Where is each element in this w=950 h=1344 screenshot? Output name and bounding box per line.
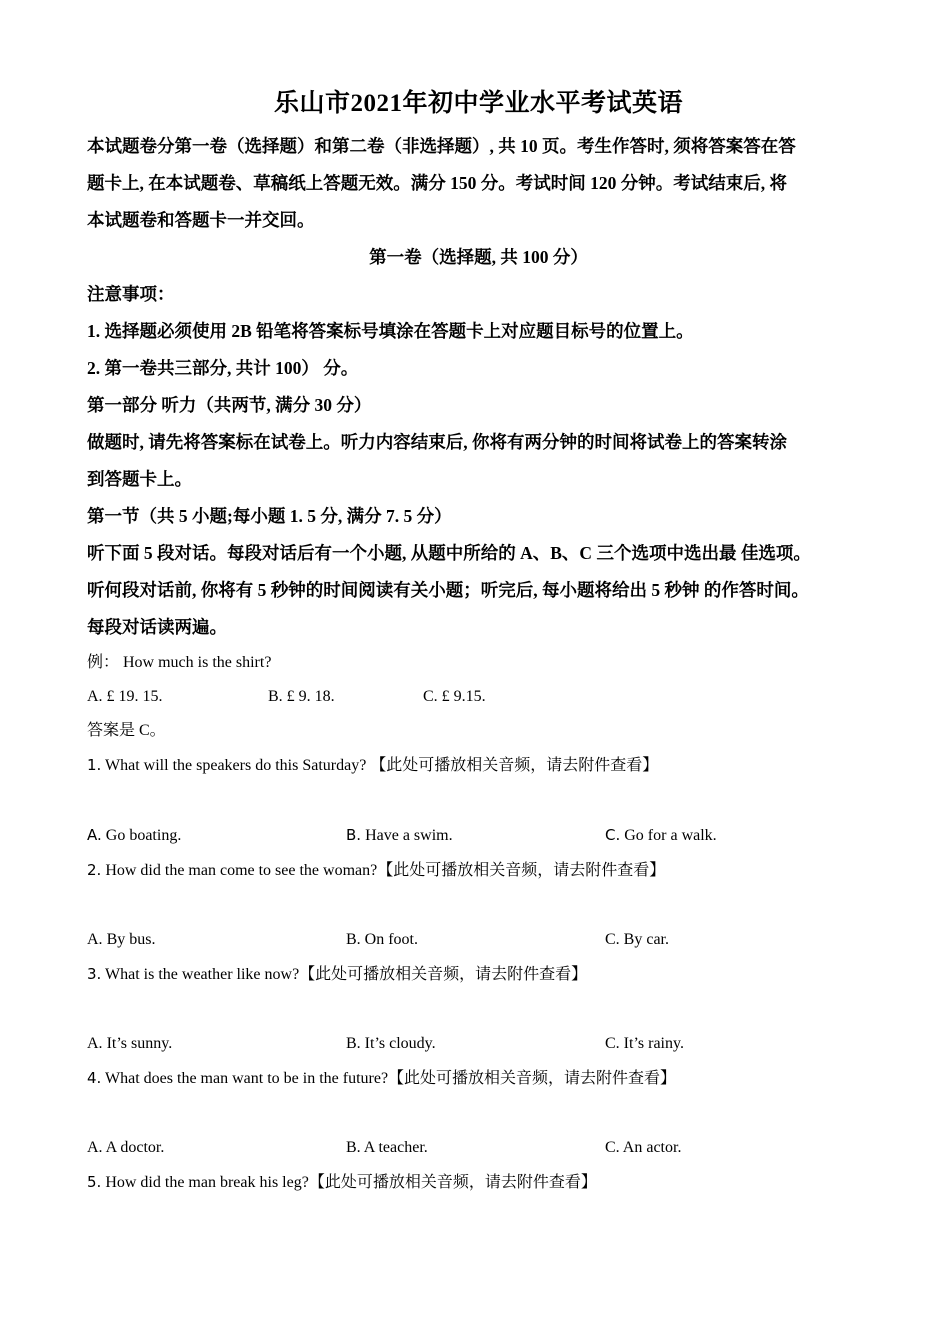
section1-instruction: 每段对话读两遍。 (87, 617, 227, 637)
question-text: What does the man want to be in the future? (101, 1070, 389, 1087)
part1-heading: 第一部分 听力（共两节, 满分 30 分） (87, 395, 372, 415)
option-b[interactable]: B. It’s cloudy. (346, 1035, 436, 1052)
example-option-b: B. £ 9. 18. (268, 688, 335, 705)
question-options (87, 1131, 870, 1165)
option-c[interactable]: C. Go for a walk. (605, 826, 717, 844)
question-number: 3. (87, 965, 102, 983)
page-title: 乐山市2021年初中学业水平考试英语 (273, 90, 683, 117)
section1-instruction: 听下面 5 段对话。每段对话后有一个小题, 从题中所给的 A、B、C 三个选项中选出最 佳选项。 (87, 543, 811, 563)
option-c[interactable]: C. By car. (605, 931, 669, 948)
question-text: How did the man come to see the woman? (101, 862, 378, 879)
part1-instruction: 到答题卡上。 (87, 469, 192, 489)
intro-paragraph (87, 128, 870, 239)
audio-note[interactable]: 【此处可播放相关音频，请去附件查看】 (377, 862, 666, 879)
part1-instruction: 做题时, 请先将答案标在试卷上。听力内容结束后, 你将有两分钟的时间将试卷上的答案转涂 (87, 432, 787, 452)
intro-line: 本试题卷分第一卷（选择题）和第二卷（非选择题）, 共 10 页。考生作答时, 须将答案答在答 (87, 136, 796, 156)
question-number: 1. (87, 756, 102, 774)
option-b[interactable]: B. A teacher. (346, 1139, 428, 1156)
question-3 (87, 957, 870, 1061)
notes-item: 2. 第一卷共三部分, 共计 100） 分。 (87, 358, 359, 378)
question-number: 5. (87, 1173, 102, 1191)
section1-heading: 第一节（共 5 小题;每小题 1. 5 分, 满分 7. 5 分） (87, 506, 452, 526)
question-stem (87, 1061, 870, 1096)
option-a[interactable]: A. It’s sunny. (87, 1035, 173, 1052)
question-number: 4. (87, 1069, 102, 1087)
notes-heading: 注意事项： (87, 284, 175, 304)
notes-section (87, 276, 870, 387)
example-block (87, 646, 870, 748)
question-stem (87, 853, 870, 888)
option-a[interactable]: A. By bus. (87, 931, 156, 948)
option-b[interactable]: B. On foot. (346, 931, 418, 948)
option-a[interactable]: A. Go boating. (87, 826, 182, 844)
question-options (87, 923, 870, 957)
example-question: 例： How much is the shirt? (87, 654, 272, 671)
audio-note[interactable]: 【此处可播放相关音频，请去附件查看】 (370, 757, 659, 774)
option-c[interactable]: C. It’s rainy. (605, 1035, 684, 1052)
intro-line: 本试题卷和答题卡一并交回。 (87, 210, 315, 230)
section1 (87, 498, 870, 646)
example-options (87, 680, 870, 714)
question-options (87, 818, 870, 853)
option-b[interactable]: B. Have a swim. (346, 826, 453, 844)
notes-item: 1. 选择题必须使用 2B 铅笔将答案标号填涂在答题卡上对应题目标号的位置上。 (87, 321, 694, 341)
audio-note[interactable]: 【此处可播放相关音频，请去附件查看】 (388, 1070, 677, 1087)
audio-note[interactable]: 【此处可播放相关音频，请去附件查看】 (308, 1174, 597, 1191)
question-stem (87, 1165, 870, 1200)
question-5 (87, 1165, 870, 1200)
question-2 (87, 853, 870, 957)
example-option-a: A. £ 19. 15. (87, 688, 163, 705)
question-stem (87, 748, 870, 783)
volume1-heading: 第一卷（选择题, 共 100 分） (369, 247, 588, 267)
option-a[interactable]: A. A doctor. (87, 1139, 165, 1156)
question-stem (87, 957, 870, 992)
question-number: 2. (87, 861, 102, 879)
question-text: What will the speakers do this Saturday? (101, 757, 371, 774)
question-text: What is the weather like now? (101, 966, 300, 983)
section1-instruction: 听何段对话前, 你将有 5 秒钟的时间阅读有关小题；听完后, 每小题将给出 5 秒钟 的作答时间。 (87, 580, 809, 600)
audio-note[interactable]: 【此处可播放相关音频，请去附件查看】 (299, 966, 588, 983)
intro-line: 题卡上, 在本试题卷、草稿纸上答题无效。满分 150 分。考试时间 120 分钟。考试结束后, 将 (87, 173, 787, 193)
question-text: How did the man break his leg? (101, 1174, 309, 1191)
example-answer: 答案是 C。 (87, 722, 166, 739)
question-1 (87, 748, 870, 853)
option-c[interactable]: C. An actor. (605, 1139, 682, 1156)
question-4 (87, 1061, 870, 1165)
example-option-c: C. £ 9.15. (423, 688, 486, 705)
part1-section (87, 387, 870, 498)
question-options (87, 1027, 870, 1061)
